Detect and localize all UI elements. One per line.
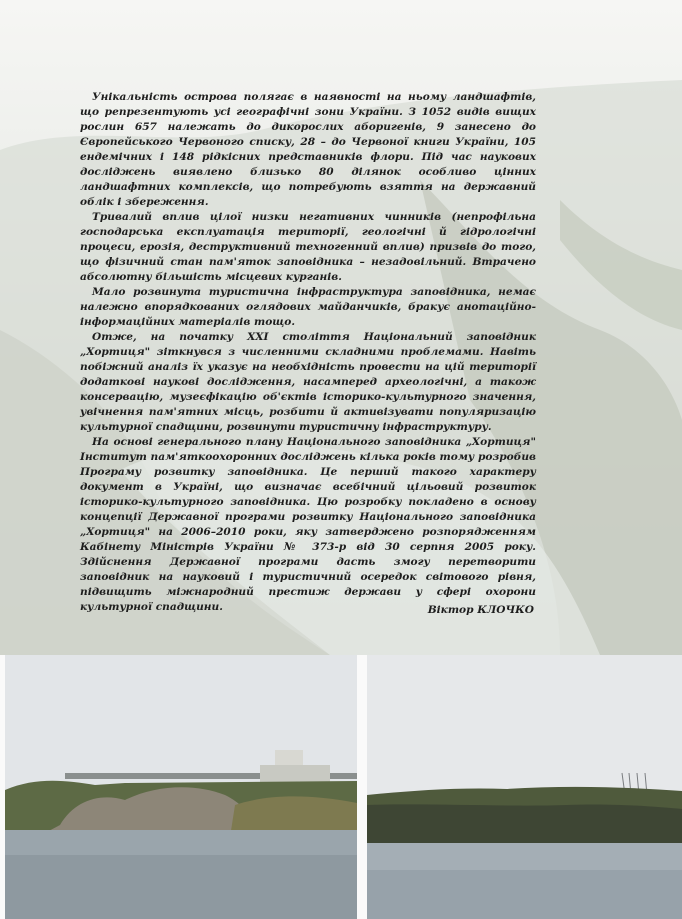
photo-gutter bbox=[357, 655, 367, 919]
author-signature: Віктор КЛОЧКО bbox=[427, 604, 534, 616]
paragraph: Унікальність острова полягає в наявності на ньому ландшафтів, що репрезентують усі географічні зони України. З 1052 видів вищих рослин 657 належать до дикорослих аборигенів, 9 занесено до Європейського Червоного списку, 28 – до Червоної книги України, 105 ендемічних і 148 рідкісних представників флори. Під час наукових досліджень виявлено близько 80 ділянок особливо цінних ландшафтних комплексів, що потребують взяття на державний облік і збереження. bbox=[80, 91, 536, 208]
paragraph: На основі генерального плану Національного заповідника „Хортиця" Інститут пам'яткоохоронних досліджень кілька років тому розробив Програму розвитку заповідника. Це перший такого характеру документ в Україні, що визначає всебічний цільовий розвиток історико-культурного заповідника. Цю розробку покладено в основу концепції Державної програми розвитку Національного заповідника „Хортиця" на 2006–2010 роки, яку затверджено розпорядженням Кабінету Міністрів України № 373-р від 30 серпня 2005 року. Здійснення Державної програми дасть змогу перетворити заповідник на науковий і туристичний осередок світового рівня, підвищить міжнародний престиж держави у сфері охорони культурної спадщини. bbox=[80, 436, 536, 613]
photo-river-cliffs bbox=[367, 655, 682, 919]
article-text bbox=[80, 90, 536, 615]
paragraph: Тривалий вплив цілої низки негативних чинників (непрофільна господарська експлуатація території, геологічні й гідрологічні процеси, ерозія, деструктивний техногенний вплив) призвів до того, що фізичний стан пам'яток заповідника – незадовільний. Втрачено абсолютну більшість місцевих курганів. bbox=[80, 211, 536, 283]
photo-river-rocks bbox=[5, 655, 357, 919]
paragraph: Отже, на початку XXI століття Національний заповідник „Хортиця" зіткнувся з численними складними проблемами. Навіть побіжний аналіз їх указує на необхідність провести на цій території додаткові наукові дослідження, насамперед археологічні, а також консервацію, музеєфікацію об'єктів історико-культурного значення, увічнення пам'ятних місць, розбити й активізувати популяризацію культурної спадщини, розвинути туристичну інфраструктуру. bbox=[80, 331, 536, 433]
paragraph: Мало розвинута туристична інфраструктура заповідника, немає належно впорядкованих оглядових майданчиків, бракує анотаційно-інформаційних матеріалів тощо. bbox=[80, 286, 536, 328]
